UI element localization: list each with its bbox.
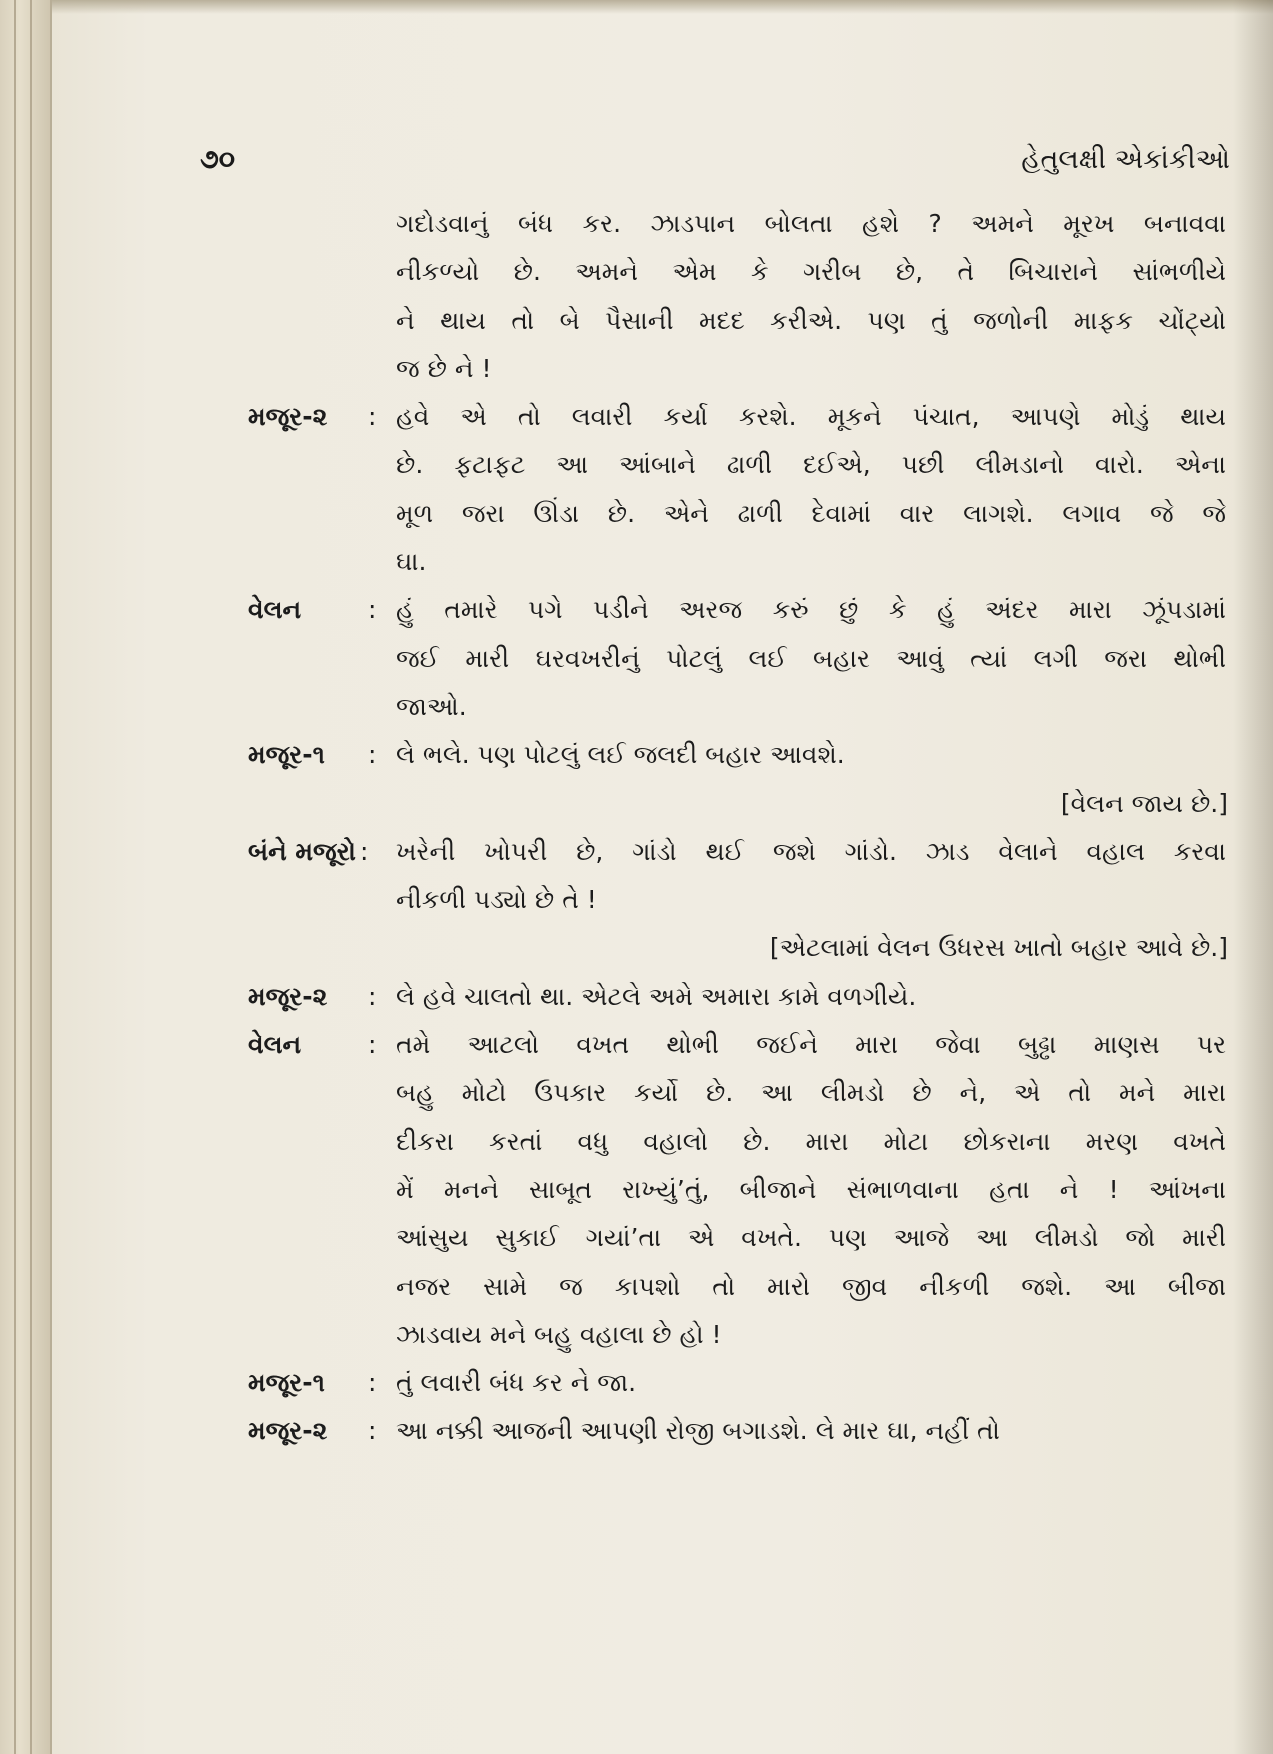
dialogue-text: હું તમારે પગે પડીને અરજ કરું છું કે હું અંદર મારા ઝૂંપડામાં	[396, 595, 1226, 625]
dialogue-text: આ નક્કી આજની આપણી રોજી બગાડશે. લે માર ઘા, નહીં તો	[396, 1416, 1000, 1446]
page-number: ૭૦	[200, 144, 236, 175]
dialogue-text: ગદોડવાનું બંધ કર. ઝાડપાન બોલતા હશે ? અમને મૂરખ બનાવવા	[396, 209, 1226, 238]
speaker-name: બંને મજૂરો	[248, 836, 356, 866]
dialogue-text: નીકળી પડ્યો છે તે !	[396, 885, 597, 915]
speaker-colon: :	[368, 981, 377, 1011]
speaker-name: વેલન	[248, 1030, 302, 1060]
page-top-shade	[52, 0, 1273, 14]
dialogue-line	[248, 297, 1238, 345]
dialogue-line	[248, 1263, 1238, 1311]
dialogue-line	[248, 1311, 1238, 1359]
dialogue-text: દીકરા કરતાં વધુ વહાલો છે. મારા મોટા છોકરાના મરણ વખતે	[396, 1126, 1226, 1156]
book-left-edge	[0, 0, 52, 1754]
speaker-colon: :	[368, 402, 377, 432]
dialogue-text: મૂળ જરા ઊંડા છે. એને ઢાળી દેવામાં વાર લાગશે. લગાવ જે જે	[396, 498, 1226, 528]
speaker-colon: :	[368, 1030, 377, 1060]
dialogue-line	[248, 780, 1238, 828]
dialogue-text: મેં મનને સાબૂત રાખ્યું’તું, બીજાને સંભાળવાના હતા ને ! આંખના	[396, 1174, 1226, 1204]
speaker-colon: :	[368, 740, 377, 770]
dialogue-text: ઘા.	[396, 547, 427, 577]
play-dialogue	[248, 200, 1238, 1456]
dialogue-line	[248, 1359, 1238, 1407]
dialogue-line	[248, 876, 1238, 924]
dialogue-line	[248, 731, 1238, 779]
dialogue-text: ને થાય તો બે પૈસાની મદદ કરીએ. પણ તું જળોની માફક ચોંટ્યો	[396, 305, 1226, 335]
dialogue-line	[248, 490, 1238, 538]
running-title: હેતુલક્ષી એકાંકીઓ	[1021, 144, 1230, 175]
dialogue-text: તમે આટલો વખત થોભી જઈને મારા જેવા બુઢ્ઢા માણસ પર	[396, 1030, 1226, 1060]
dialogue-line	[248, 248, 1238, 296]
dialogue-text: નીકળ્યો છે. અમને એમ કે ગરીબ છે, તે બિચારાને સાંભળીયે	[396, 257, 1226, 287]
speaker-name: મજૂર-૨	[248, 981, 328, 1011]
page-header	[200, 144, 1240, 184]
dialogue-line	[248, 683, 1238, 731]
dialogue-line	[248, 1118, 1238, 1166]
speaker-colon: :	[360, 836, 369, 866]
dialogue-line	[248, 1069, 1238, 1117]
dialogue-text: નજર સામે જ કાપશો તો મારો જીવ નીકળી જશે. આ બીજા	[396, 1271, 1226, 1301]
dialogue-line	[248, 1214, 1238, 1262]
dialogue-text: છે. ફટાફટ આ આંબાને ઢાળી દઈએ, પછી લીમડાનો વારો. એના	[396, 450, 1226, 480]
dialogue-line	[248, 586, 1238, 634]
dialogue-text: જાઓ.	[396, 691, 467, 721]
speaker-colon: :	[368, 595, 377, 625]
speaker-name: મજૂર-૧	[248, 1368, 325, 1398]
stage-direction: [એટલામાં વેલન ઉધરસ ખાતો બહાર આવે છે.]	[769, 933, 1228, 963]
speaker-colon: :	[368, 1368, 377, 1398]
dialogue-line	[248, 345, 1238, 393]
dialogue-text: જ છે ને !	[396, 353, 492, 383]
dialogue-line	[248, 924, 1238, 972]
dialogue-line	[248, 1407, 1238, 1455]
speaker-name: વેલન	[248, 595, 302, 625]
dialogue-text: ખરેની ખોપરી છે, ગાંડો થઈ જશે ગાંડો. ઝાડ વેલાને વહાલ કરવા	[396, 836, 1226, 866]
dialogue-text: ઝાડવાય મને બહુ વહાલા છે હો !	[396, 1319, 722, 1349]
speaker-name: મજૂર-૧	[248, 740, 325, 770]
speaker-name: મજૂર-૨	[248, 402, 328, 432]
dialogue-line	[248, 635, 1238, 683]
speaker-colon: :	[368, 1416, 377, 1446]
page-edge-line	[30, 0, 32, 1754]
dialogue-text: આંસુય સુકાઈ ગયાં’તા એ વખતે. પણ આજે આ લીમડો જો મારી	[396, 1223, 1226, 1253]
dialogue-line	[248, 393, 1238, 441]
speaker-name: મજૂર-૨	[248, 1416, 328, 1446]
dialogue-line	[248, 200, 1238, 248]
dialogue-text: જઈ મારી ઘરવખરીનું પોટલું લઈ બહાર આવું ત્યાં લગી જરા થોભી	[396, 643, 1226, 673]
stage-direction: [વેલન જાય છે.]	[1060, 788, 1228, 818]
dialogue-text: બહુ મોટો ઉપકાર કર્યો છે. આ લીમડો છે ને, એ તો મને મારા	[396, 1078, 1226, 1108]
dialogue-line	[248, 538, 1238, 586]
dialogue-line	[248, 1166, 1238, 1214]
dialogue-text: લે હવે ચાલતો થા. એટલે અમે અમારા કામે વળગીયે.	[396, 981, 917, 1011]
dialogue-text: હવે એ તો લવારી કર્યા કરશે. મૂકને પંચાત, આપણે મોડું થાય	[396, 402, 1226, 432]
dialogue-line	[248, 973, 1238, 1021]
page-edge-line	[14, 0, 16, 1754]
dialogue-text: લે ભલે. પણ પોટલું લઈ જલદી બહાર આવશે.	[396, 740, 845, 770]
dialogue-line	[248, 1021, 1238, 1069]
dialogue-text: તું લવારી બંધ કર ને જા.	[396, 1368, 637, 1398]
dialogue-line	[248, 828, 1238, 876]
page-gutter-shadow	[1233, 0, 1273, 1754]
dialogue-line	[248, 441, 1238, 489]
